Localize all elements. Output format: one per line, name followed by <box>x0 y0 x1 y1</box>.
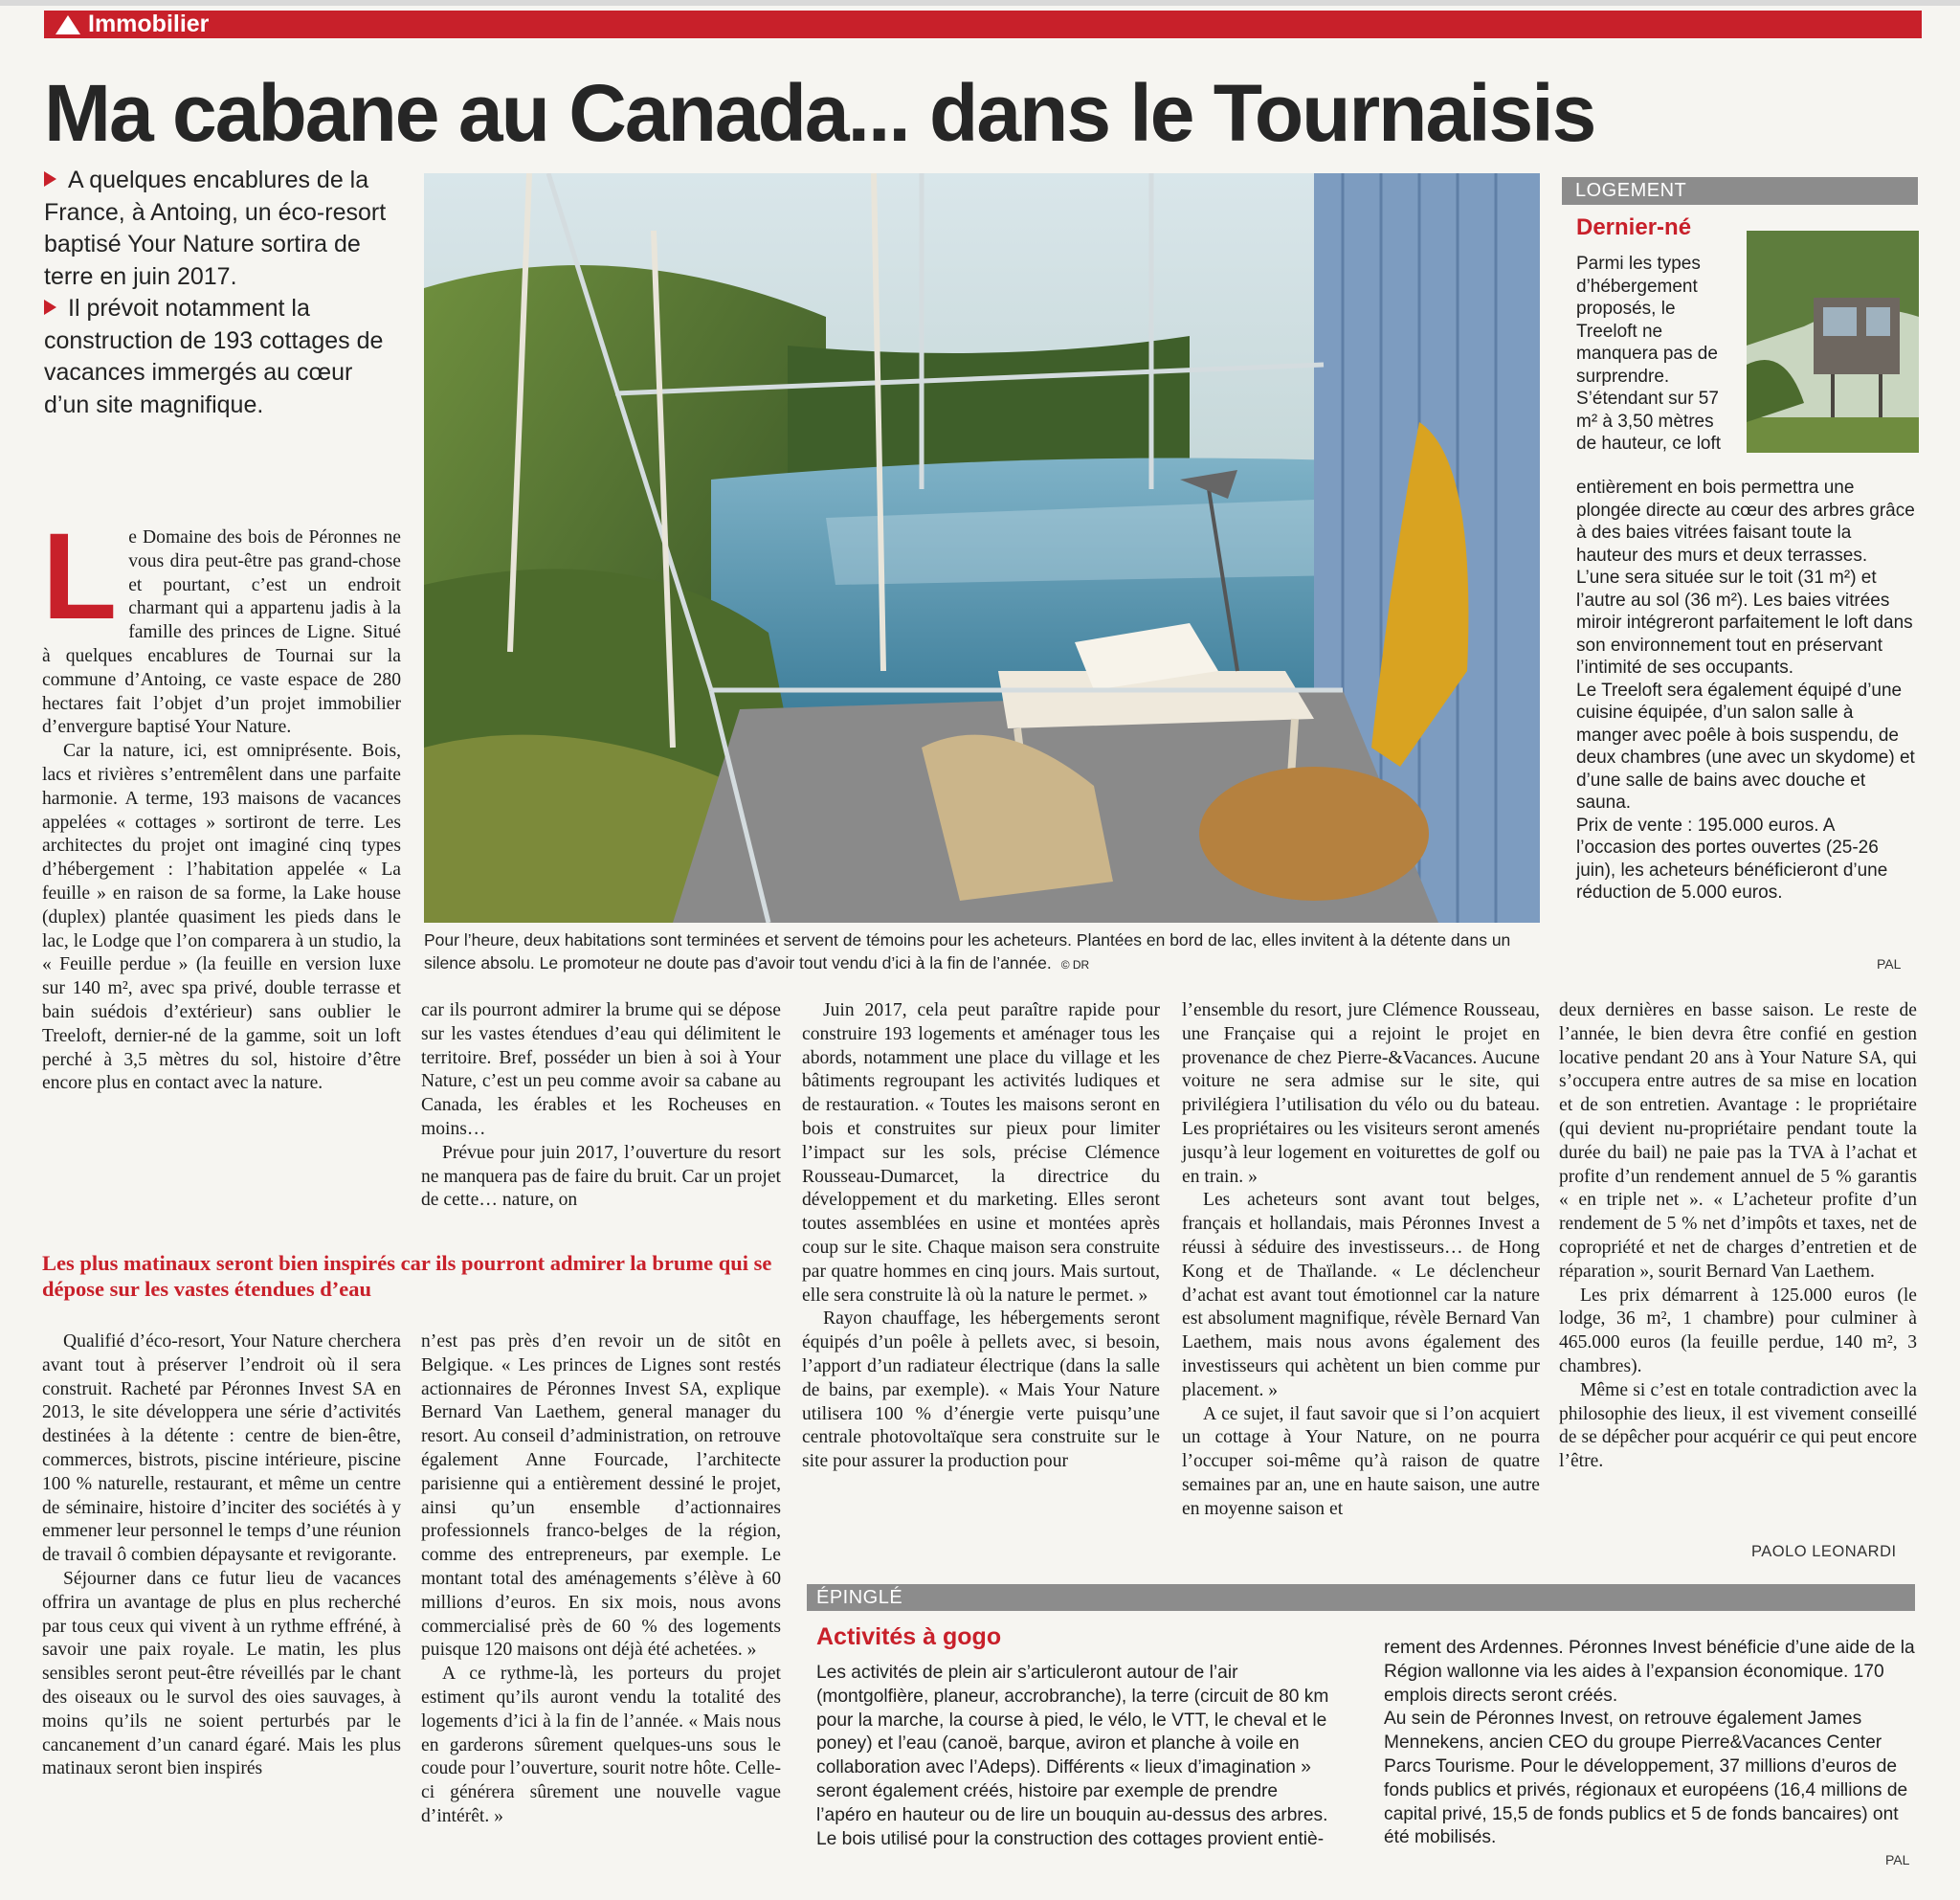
sidebox-signature: PAL <box>1877 956 1902 972</box>
article-paragraph: n’est pas près d’en revoir un de sitôt en Belgique. « Les princes de Lignes sont restés actionnaires de Péronnes Invest SA, explique Bernard Van Laethem, general manager du resort. Au conseil d’administration, on retrouve également Anne Fourcade, l’architecte parisienne qui a entièrement dessiné le projet, ainsi qu’un ensemble d’actionnaires professionnels franco-belges de la région, comme des entrepreneurs, par exemple. Le montant total des aménagements s’élève à 60 millions d’euros. En six mois, nous avons commercialisé près de 60 % des logements puisque 120 maisons ont déjà été achetées. » <box>421 1331 781 1661</box>
article-paragraph: Juin 2017, cela peut paraître rapide pour construire 193 logements et aménager tous les abords, notamment une place du village et les bâtiments regroupant les activités ludiques et de restauration. « Toutes les maisons seront en bois et construites sur pieux pour limiter l’impact sur les sols, précise Clémence Rousseau-Dumarcet, la directrice du développement et du marketing. Elles seront toutes assemblées en usine et montées après coup sur le site. Chaque maison sera construite par quatre hommes en cinq jours. Mais surtout, elle sera construite là où la nature le permet. » <box>802 1000 1160 1306</box>
author-byline: PAOLO LEONARDI <box>1751 1543 1897 1560</box>
sidebox-text <box>1576 477 1915 905</box>
epingle-paragraph: rement des Ardennes. Péronnes Invest bénéficie d’une aide de la Région wallonne via les aides à l’expansion économique. 170 emplois directs seront créés. <box>1384 1638 1915 1706</box>
intro-point: A quelques encablures de la France, à Antoing, un éco-resort baptisé Your Nature sortira de terre en juin 2017. <box>44 167 387 290</box>
rubric-bar <box>44 11 1922 38</box>
sidebox-paragraph: entièrement en bois permettra une plongée directe au cœur des arbres grâce à des baies vitrées faisant toute la hauteur des murs et deux terrasses. L’une sera située sur le toit (31 m²) et l’autre au sol (36 m²). Les baies vitrées miroir intégreront parfaitement le loft dans son environnement tout en préservant l’intimité de ses occupants. <box>1576 478 1915 678</box>
main-photo <box>424 173 1540 923</box>
article-column-4 <box>1182 999 1540 1522</box>
article-paragraph: Rayon chauffage, les hébergements seront équipés d’un poêle à pellets avec, si besoin, l’apport d’un radiateur électrique (dans la salle de bains, par exemple). « Mais Your Nature utilisera 100 % d’énergie verte puisqu’une centrale photovoltaïque sera construite sur le site pour assurer la production pour <box>802 1308 1160 1472</box>
intro-point: Il prévoit notamment la construction de 193 cottages de vacances immergés au cœur d’un site magnifique. <box>44 295 384 418</box>
article-paragraph: l’ensemble du resort, jure Clémence Rousseau, une Française qui a rejoint le projet en provenance de chez Pierre-&Vacances. Aucune voiture ne sera admise sur le site, qui privilégiera l’utilisation du vélo ou du bateau. Les propriétaires ou les visiteurs seront amenés jusqu’à leur logement en voiturettes de golf ou en train. » <box>1182 1000 1540 1187</box>
dropcap: L <box>42 508 118 645</box>
article-paragraph: Séjourner dans ce futur lieu de vacances offrira un avantage de plus en plus recherché par tous ceux qui vivent à un rythme effréné, à savoir une paix royale. Le matin, les plus sensibles seront peut-être réveillés par le chant des oiseaux ou le survol des oies sauvages, à moins qu’ils ne soient perturbés par le cancanement d’un canard égaré. Mais les plus matinaux seront bien inspirés <box>42 1568 401 1779</box>
triangle-icon <box>56 15 80 34</box>
epingle-signature: PAL <box>1885 1852 1910 1867</box>
treeloft-photo <box>1747 231 1919 453</box>
sidebox-label: LOGEMENT <box>1575 180 1687 201</box>
article-column-1-top <box>42 508 401 1096</box>
article-paragraph: Les acheteurs sont avant tout belges, français et hollandais, mais Péronnes Invest a réussi à séduire des investisseurs… de Hong Kong et de Thaïlande. « Le déclencheur d’achat est avant tout émotionnel car la nature est absolument magnifique, révèle Bernard Van Laethem, mais nous avons également des investisseurs qui achètent un bien comme pur placement. » <box>1182 1190 1540 1400</box>
rubric <box>56 11 209 38</box>
treeloft-exterior-image <box>1747 231 1919 453</box>
epingle-paragraph: Au sein de Péronnes Invest, on retrouve également James Mennekens, ancien CEO du groupe Pierre&Vacances Center Parcs Tourisme. Pour le développement, 37 millions d’euros de fonds publics et privés, régionaux et européens (16,4 millions de capital privé, 15,5 de fonds publics et 5 de fonds bancaires) ont été mobilisés. <box>1384 1709 1908 1848</box>
pull-quote: Les plus matinaux seront bien inspirés car ils pourront admirer la brume qui se dépose sur les vastes étendues d’eau <box>42 1251 772 1301</box>
epingle-label: ÉPINGLÉ <box>816 1587 903 1608</box>
article-paragraph: Le Domaine des bois de Péronnes ne vous dira peut-être pas grand-chose et pourtant, c’est un endroit charmant qui a appartenu jadis à la famille des princes de Ligne. Situé à quelques encablures de Tournai sur la commune d’Antoing, ce vaste espace de 280 hectares fait l’objet d’un projet immobilier d’envergure baptisé Your Nature. <box>42 508 401 738</box>
article-paragraph: car ils pourront admirer la brume qui se dépose sur les vastes étendues d’eau qui délimitent le territoire. Bref, posséder un bien à soi à Your Nature, c’est un peu comme avoir sa cabane au Canada, les érables et les Rocheuses en moins… <box>421 1000 781 1139</box>
epingle-column-1: Les activités de plein air s’articuleront autour de l’air (montgolfière, planeur, accrobranche), la terre (circuit de 80 km pour la marche, la course à pied, le vélo, le VTT, le cheval et le poney) et l’eau (canoë, barque, aviron et planche à voile en collaboration avec l’Adeps). Différents « lieux d’imagination » seront également créés, histoire par exemple de prendre l’apéro en hauteur ou de lire un bouquin au-dessus des arbres. Le bois utilisé pour la construction des cottages provient entiè- <box>816 1663 1329 1849</box>
article-column-2-top <box>421 999 781 1213</box>
photo-caption: Pour l’heure, deux habitations sont terminées et servent de témoins pour les acheteurs. Plantées en bord de lac, elles invitent à la détente dans un silence absolu. Le promoteur ne doute pas d’avoir tout vendu d’ici à la fin de l’année. © DR <box>424 930 1511 972</box>
treeloft-interior-photo <box>424 173 1540 923</box>
article-paragraph: A ce sujet, il faut savoir que si l’on acquiert un cottage à Your Nature, on ne pourra l’occuper soi-même qu’à raison de quatre semaines par an, une en haute saison, une autre en moyenne saison et <box>1182 1403 1540 1519</box>
bullet-triangle-icon <box>44 171 56 187</box>
article-paragraph: Les prix démarrent à 125.000 euros (le lodge, 36 m², 1 chambre) pour culminer à 465.000 euros (la feuille perdue, 140 m², 3 chambres). <box>1559 1285 1917 1376</box>
sidebox-text-narrow: Parmi les types d’hébergement proposés, le Treeloft ne manquera pas de surprendre. S’étendant sur 57 m² à 3,50 mètres de hauteur, ce loft <box>1576 254 1722 454</box>
rubric-label: Immobilier <box>88 11 210 37</box>
photo-credit: © DR <box>1060 958 1090 972</box>
article-paragraph: Qualifié d’éco-resort, Your Nature cherchera avant tout à préserver l’endroit où il sera construit. Racheté par Péronnes Invest SA en 2013, le site développera une série d’activités destinées à la détente : centre de bien-être, commerces, bistrots, piscine intérieure, piscine 100 % naturelle, restaurant, et même un centre de séminaire, histoire d’inciter des sociétés à y emmener leur personnel le temps d’une réunion de travail ô combien dépaysante et revigorante. <box>42 1331 401 1566</box>
article-paragraph: Car la nature, ici, est omniprésente. Bois, lacs et rivières s’entremêlent dans une parfaite harmonie. A terme, 193 maisons de vacances appelées « cottages » sortiront de terre. Les architectes du projet ont imaginé cinq types d’hébergement : l’habitation appelée « La feuille » en raison de sa forme, la Lake house (duplex) plantée quasiment les pieds dans le lac, le Lodge que l’on comparera à un studio, la « Feuille perdue » (la feuille en version luxe sur 140 m², avec spa privé, double terrasse et bain suédois d’extérieur) sans oublier le Treeloft, dernier-né de la gamme, soit un loft perché à 3,5 mètres du sol, histoire d’être encore plus en contact avec la nature. <box>42 741 401 1094</box>
article-column-1-bottom <box>42 1330 401 1781</box>
sidebox-title: Dernier-né <box>1576 214 1692 240</box>
article-column-2-bottom <box>421 1330 781 1829</box>
article-column-5 <box>1559 999 1917 1474</box>
bullet-triangle-icon <box>44 300 56 315</box>
article-column-3 <box>802 999 1160 1474</box>
epingle-title: Activités à gogo <box>816 1623 1002 1650</box>
article-paragraph: Prévue pour juin 2017, l’ouverture du resort ne manquera pas de faire du bruit. Car un projet de cette… nature, on <box>421 1142 781 1211</box>
sidebox-paragraph: Prix de vente : 195.000 euros. A l’occasion des portes ouvertes (25-26 juin), les acheteurs bénéficieront d’une réduction de 5.000 euros. <box>1576 815 1888 903</box>
intro <box>44 165 389 421</box>
epingle-header-bar <box>807 1584 1915 1611</box>
article-paragraph: deux dernières en basse saison. Le reste de l’année, le bien devra être confié en gestion locative pendant 20 ans à Your Nature SA, qui s’occupera entre autres de sa mise en location et de son entretien. Avantage : le propriétaire (qui devient nu-propriétaire pendant toute la durée du bail) ne paie pas la TVA à l’achat et profite d’un rendement annuel de 5 % garantis « en triple net ». « L’acheteur profite d’un rendement de 5 % net d’impôts et taxes, net de copropriété et net de charges d’entretien et de réparation », sourit Bernard Van Laethem. <box>1559 1000 1917 1282</box>
article-paragraph: A ce rythme-là, les porteurs du projet estiment qu’ils auront vendu la totalité des logements d’ici à la fin de l’année. « Mais nous en garderons sûrement quelques-uns sous le coude pour l’ouverture, sourit notre hôte. Celle-ci générera sûrement une nouvelle vague d’intérêt. » <box>421 1664 781 1826</box>
headline: Ma cabane au Canada... dans le Tournaisis <box>44 68 1595 158</box>
article-paragraph: Même si c’est en totale contradiction avec la philosophie des lieux, il est vivement conseillé de se dépêcher pour acquérir ce qui peut encore l’être. <box>1559 1379 1917 1472</box>
sidebox-paragraph: Le Treeloft sera également équipé d’une cuisine équipée, d’un salon salle à manger avec poêle à bois suspendu, de deux chambres (une avec un skydome) et d’une salle de bains avec douche et sauna. <box>1576 680 1915 813</box>
page-top-border <box>0 0 1960 6</box>
epingle-column-2 <box>1384 1637 1915 1850</box>
